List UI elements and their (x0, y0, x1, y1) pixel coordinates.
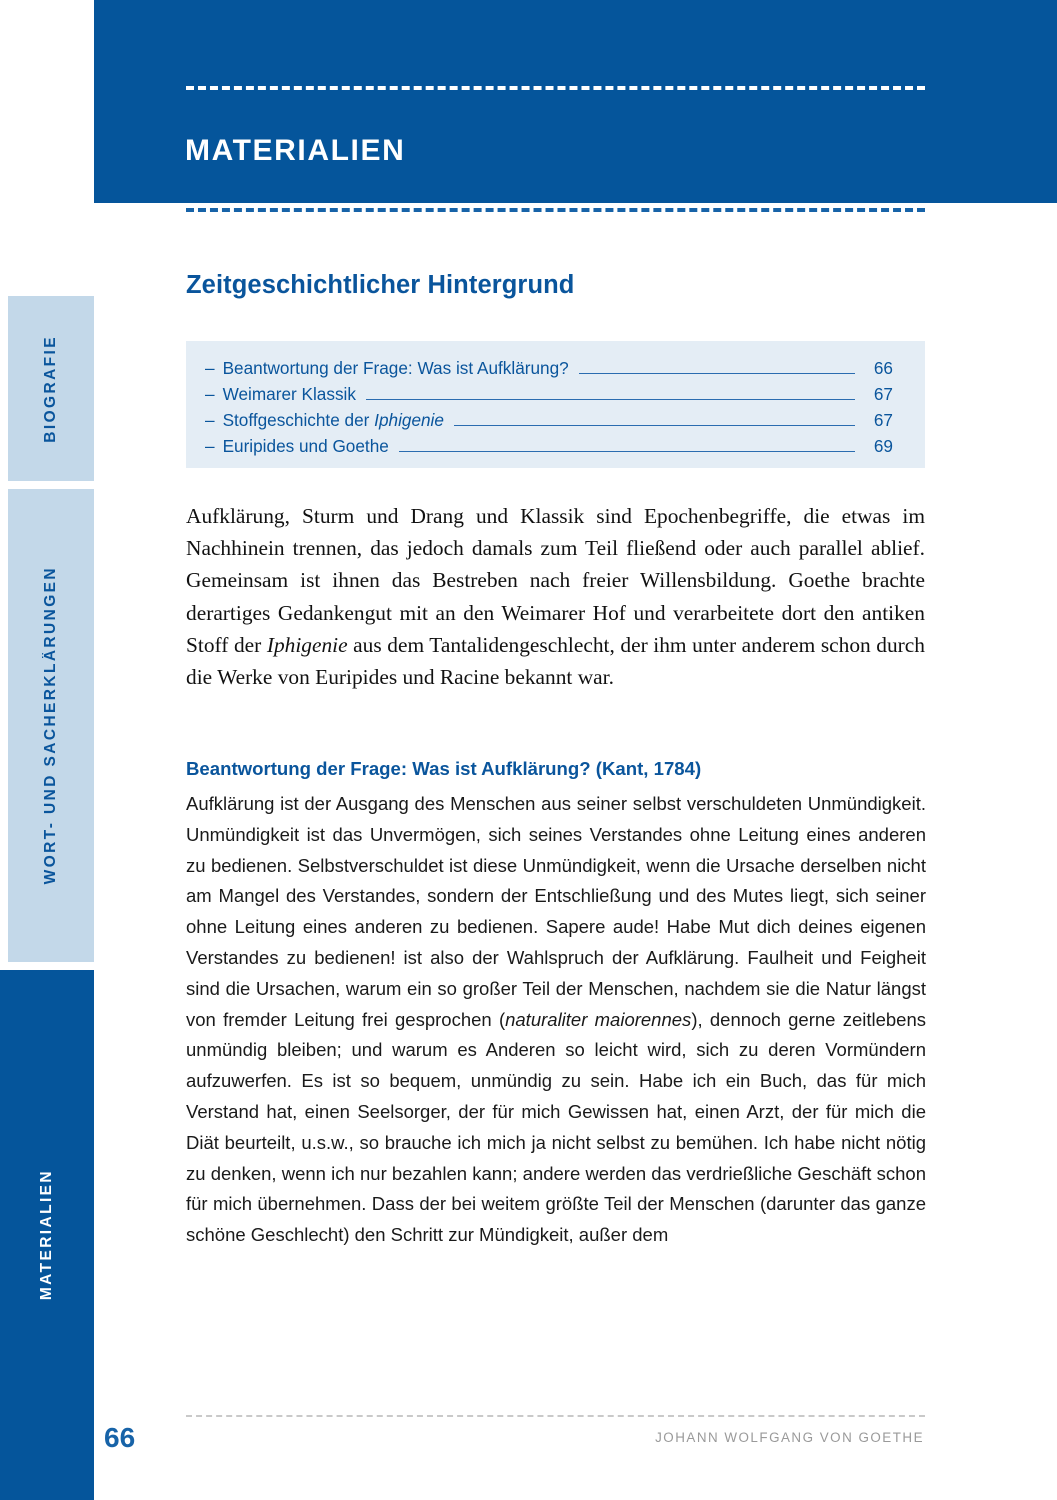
footer-dashed-rule (186, 1415, 925, 1417)
toc-dash-icon: – (205, 384, 215, 404)
subsection-heading: Beantwortung der Frage: Was ist Aufklärung? (Kant, 1784) (186, 758, 702, 779)
toc-leader-line (454, 425, 855, 426)
sidebar-tab-label: BIOGRAFIE (42, 334, 59, 443)
kant-text-part1: Aufklärung ist der Ausgang des Menschen aus seiner selbst verschuldeten Unmündigkeit. Unmündigkeit ist das Unvermögen, sich seines Verstandes ohne Leitung eines anderen zu bedienen. Selbstverschuldet ist diese Unmündigkeit, wenn die Ursache derselben nicht am Mangel des Verstandes, sondern der Entschließung und des Mutes liegt, sich seiner ohne Leitung eines anderen zu bedienen. Sapere aude! Habe Mut dich deines eigenen Verstandes zu bedienen! ist also der Wahlspruch der Aufklärung. Faulheit und Feigheit sind die Ursachen, warum ein so großer Teil der Menschen, nachdem sie die Natur längst von fremder Leitung frei gesprochen ( (186, 793, 926, 1030)
toc-leader-line (579, 373, 855, 374)
toc-page-number: 67 (873, 384, 893, 404)
intro-paragraph (186, 500, 925, 693)
toc-entry-label: Beantwortung der Frage: Was ist Aufklärung? (222, 358, 569, 378)
toc-entry-label: Euripides und Goethe (222, 436, 389, 456)
toc-dash-icon: – (205, 410, 215, 430)
toc-entry[interactable] (205, 407, 893, 433)
toc-dash-icon: – (205, 436, 215, 456)
toc-page-number: 67 (873, 410, 893, 430)
intro-text-part1: Aufklärung, Sturm und Drang und Klassik sind Epochenbegriffe, die etwas im Nachhinein trennen, das jedoch damals zum Teil fließend oder auch parallel ablief. Gemeinsam ist ihnen das Bestreben nach freier Willensbildung. Goethe brachte derartiges Gedankengut mit an den Weimarer Hof und verarbeitete dort den antiken Stoff der (186, 504, 925, 657)
toc-page-number: 66 (873, 358, 893, 378)
kant-quotation-paragraph (186, 789, 926, 1251)
section-contents-box (186, 341, 925, 468)
sidebar-tab-label: MATERIALIEN (38, 1169, 55, 1301)
footer-attribution: JOHANN WOLFGANG VON GOETHE (655, 1430, 924, 1445)
toc-entry[interactable] (205, 381, 893, 407)
sidebar-tab-label: WORT- UND SACHERKLÄRUNGEN (42, 566, 59, 885)
sidebar-tab-materialien[interactable] (0, 970, 94, 1500)
chapter-header-banner (94, 0, 1057, 203)
sidebar-tabs (0, 0, 94, 1500)
toc-page-number: 69 (873, 436, 893, 456)
section-heading: Zeitgeschichtlicher Hintergrund (186, 271, 575, 299)
header-dashed-rule-bottom (186, 208, 925, 212)
header-dashed-rule-top (186, 86, 925, 90)
toc-leader-line (366, 399, 855, 400)
toc-leader-line (399, 451, 855, 452)
toc-entry[interactable] (205, 433, 893, 459)
chapter-title: MATERIALIEN (185, 134, 406, 167)
intro-text-part2: aus dem Tantalidengeschlecht, der ihm unter anderem schon durch die Werke von Euripides und Racine bekannt war. (186, 632, 925, 690)
kant-italic-latin: naturaliter maiorennes (505, 1008, 692, 1030)
sidebar-tab-biografie[interactable] (8, 296, 94, 481)
toc-entry-label: Stoffgeschichte der Iphigenie (222, 410, 444, 430)
toc-entry-label: Weimarer Klassik (222, 384, 356, 404)
kant-text-part2: ), dennoch gerne zeitlebens unmündig bleiben; und warum es Anderen so leicht wird, sich zu deren Vormündern aufzuwerfen. Es ist so bequem, unmündig zu sein. Habe ich ein Buch, das für mich Verstand hat, einen Seelsorger, der für mich Gewissen hat, einen Arzt, der für mich die Diät beurteilt, u.s.w., so brauche ich mich ja nicht selbst zu bemühen. Ich habe nicht nötig zu denken, wenn ich nur bezahlen kann; andere werden das verdrießliche Geschäft schon für mich übernehmen. Dass der bei weitem größte Teil der Menschen (darunter das ganze schöne Geschlecht) den Schritt zur Mündigkeit, außer dem (186, 1008, 926, 1246)
intro-italic-title: Iphigenie (266, 632, 348, 657)
sidebar-tab-wort-und-sacherklaerungen[interactable] (8, 489, 94, 962)
toc-dash-icon: – (205, 358, 215, 378)
toc-entry[interactable] (205, 355, 893, 381)
page-number: 66 (104, 1422, 136, 1453)
